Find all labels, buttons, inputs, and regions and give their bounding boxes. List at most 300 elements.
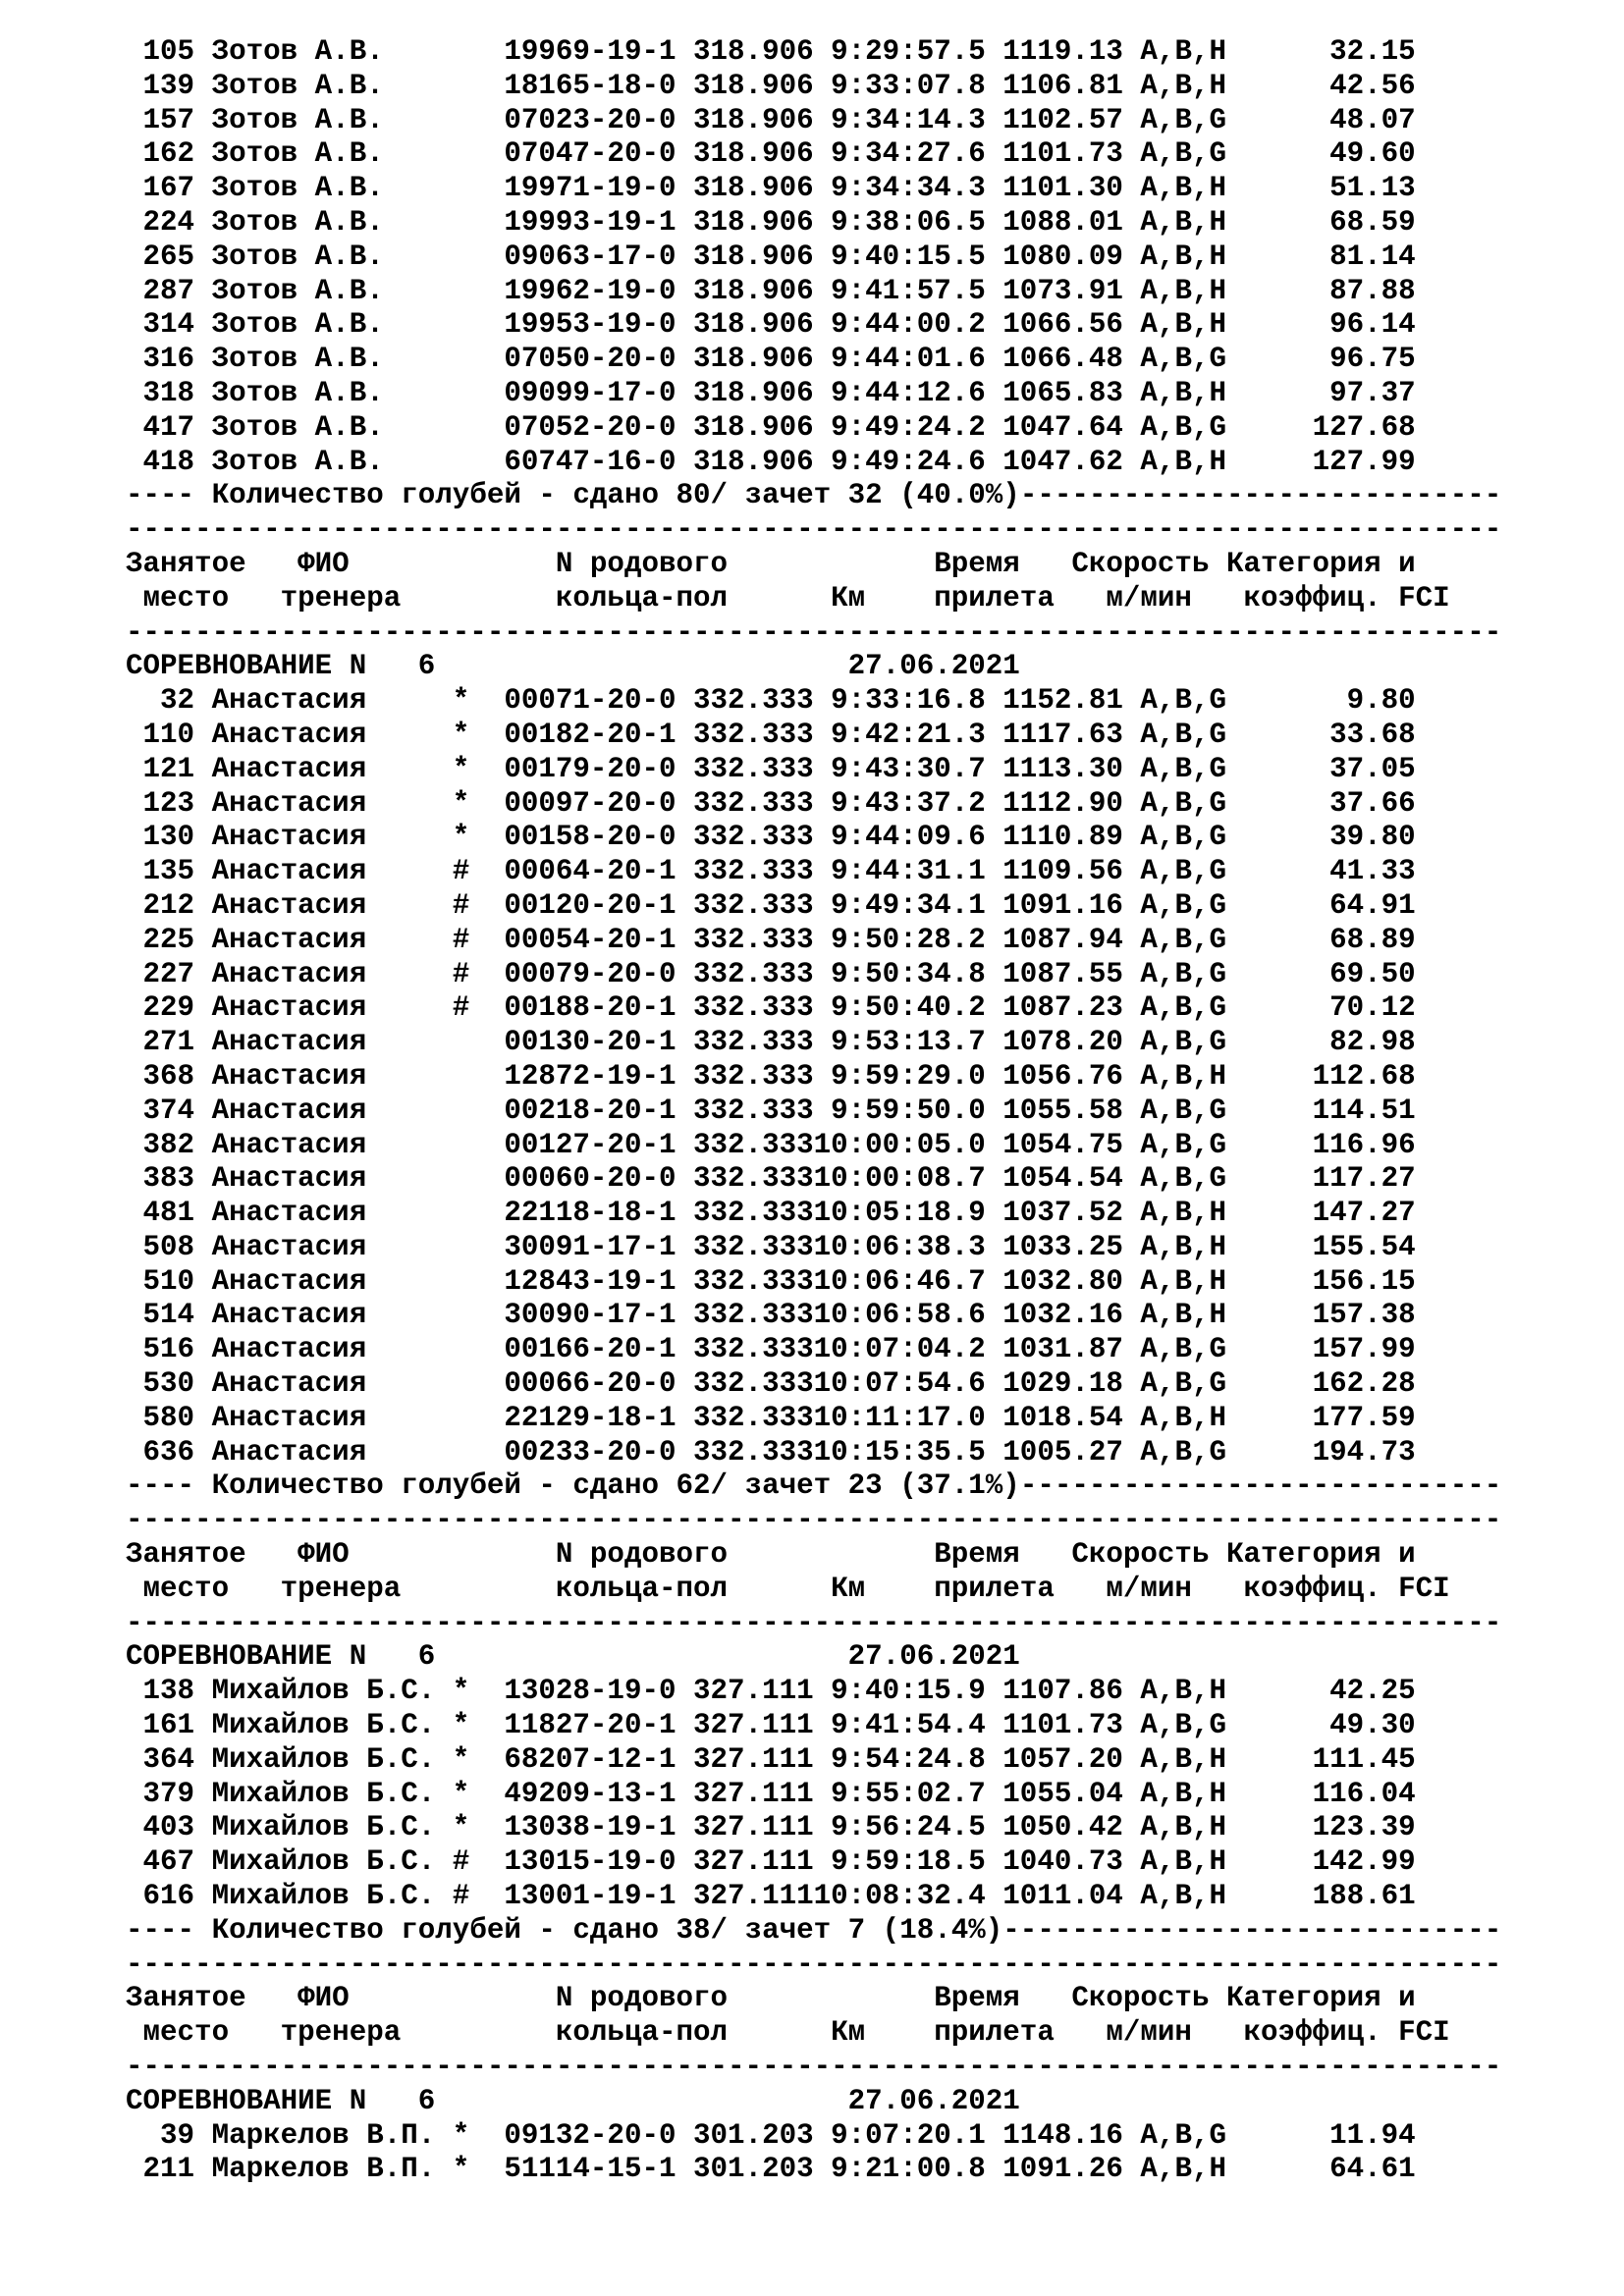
ring-number: 60747-16-0 bbox=[504, 445, 677, 478]
mark-value: * bbox=[452, 1742, 470, 1776]
trainer-name: Анастасия bbox=[211, 1333, 436, 1366]
place-value: 403 bbox=[126, 1811, 195, 1844]
place-value: 383 bbox=[126, 1162, 195, 1196]
arrival-time: 9:54:24.8 bbox=[813, 1742, 986, 1776]
category-value: A,B,G bbox=[1140, 1709, 1226, 1742]
ring-number: 30091-17-1 bbox=[504, 1230, 677, 1263]
category-value: A,B,H bbox=[1140, 69, 1226, 102]
separator-line: -------------------------------------------------------------------------------- bbox=[126, 1504, 1502, 1537]
distance-km: 332.333 bbox=[693, 1128, 814, 1161]
speed-value: 1102.57 bbox=[1002, 103, 1123, 136]
category-value: A,B,G bbox=[1140, 821, 1226, 854]
fci-value: 96.14 bbox=[1226, 308, 1416, 342]
column-header-line1: Занятое ФИО N родового Время Скорость Категория и bbox=[126, 1538, 1416, 1572]
trainer-name: Зотов А.В. bbox=[211, 445, 436, 478]
category-value: A,B,H bbox=[1140, 2153, 1226, 2186]
arrival-time: 10:05:18.9 bbox=[813, 1197, 986, 1230]
fci-value: 127.99 bbox=[1226, 445, 1416, 478]
trainer-name: Зотов А.В. bbox=[211, 376, 436, 409]
place-value: 135 bbox=[126, 855, 195, 888]
speed-value: 1011.04 bbox=[1002, 1880, 1123, 1913]
competition-line bbox=[126, 650, 1598, 684]
ring-number: 19971-19-0 bbox=[504, 172, 677, 205]
fci-value: 82.98 bbox=[1226, 1026, 1416, 1059]
ring-number: 00120-20-1 bbox=[504, 888, 677, 922]
trainer-name: Михайлов Б.С. bbox=[211, 1742, 436, 1776]
mark-value: * bbox=[452, 1811, 470, 1844]
table-row bbox=[126, 1299, 1598, 1333]
ring-number: 09063-17-0 bbox=[504, 240, 677, 273]
place-value: 162 bbox=[126, 137, 195, 171]
mark-value: # bbox=[452, 991, 470, 1025]
ring-number: 51114-15-1 bbox=[504, 2153, 677, 2186]
fci-value: 70.12 bbox=[1226, 991, 1416, 1025]
competition-title: СОРЕВНОВАНИЕ N 6 bbox=[126, 2084, 848, 2117]
ring-number: 07047-20-0 bbox=[504, 137, 677, 171]
distance-km: 318.906 bbox=[693, 308, 814, 342]
arrival-time: 10:08:32.4 bbox=[813, 1880, 986, 1913]
category-value: A,B,G bbox=[1140, 2118, 1226, 2152]
speed-value: 1066.48 bbox=[1002, 343, 1123, 376]
fci-value: 68.59 bbox=[1226, 205, 1416, 239]
trainer-name: Анастасия bbox=[211, 888, 436, 922]
distance-km: 327.111 bbox=[693, 1709, 814, 1742]
distance-km: 332.333 bbox=[693, 1162, 814, 1196]
speed-value: 1117.63 bbox=[1002, 718, 1123, 751]
distance-km: 327.111 bbox=[693, 1880, 814, 1913]
speed-value: 1106.81 bbox=[1002, 69, 1123, 102]
mark-value bbox=[453, 240, 470, 273]
ring-number: 00097-20-0 bbox=[504, 786, 677, 820]
speed-value: 1109.56 bbox=[1002, 855, 1123, 888]
distance-km: 332.333 bbox=[693, 1059, 814, 1093]
mark-value bbox=[453, 1231, 470, 1263]
mark-value bbox=[453, 1129, 470, 1161]
fci-value: 64.91 bbox=[1226, 888, 1416, 922]
category-value: A,B,G bbox=[1140, 1367, 1226, 1401]
distance-km: 332.333 bbox=[693, 923, 814, 956]
table-row bbox=[126, 1026, 1598, 1060]
table-row bbox=[126, 1129, 1598, 1163]
fci-value: 157.38 bbox=[1226, 1299, 1416, 1332]
speed-value: 1033.25 bbox=[1002, 1230, 1123, 1263]
trainer-name: Анастасия bbox=[211, 684, 436, 718]
table-row bbox=[126, 1402, 1598, 1436]
category-value: A,B,G bbox=[1140, 718, 1226, 751]
mark-value: # bbox=[452, 1880, 470, 1913]
table-row bbox=[126, 446, 1598, 480]
column-header-line2: место тренера кольца-пол Км прилета м/мин коэффиц. FCI bbox=[126, 581, 1450, 614]
category-value: A,B,G bbox=[1140, 1128, 1226, 1161]
column-header-line1: Занятое ФИО N родового Время Скорость Категория и bbox=[126, 1982, 1416, 2015]
distance-km: 332.333 bbox=[693, 957, 814, 990]
arrival-time: 10:06:58.6 bbox=[813, 1299, 986, 1332]
ring-number: 22118-18-1 bbox=[504, 1197, 677, 1230]
speed-value: 1005.27 bbox=[1002, 1435, 1123, 1468]
trainer-name: Зотов А.В. bbox=[211, 69, 436, 102]
speed-value: 1055.58 bbox=[1002, 1094, 1123, 1127]
distance-km: 327.111 bbox=[693, 1777, 814, 1810]
summary-line: ---- Количество голубей - сдано 62/ зачет 23 (37.1%)---------------------------- bbox=[126, 1469, 1502, 1503]
place-value: 318 bbox=[126, 376, 195, 409]
table-row bbox=[126, 991, 1598, 1026]
arrival-time: 9:59:29.0 bbox=[813, 1059, 986, 1093]
ring-number: 07023-20-0 bbox=[504, 103, 677, 136]
distance-km: 318.906 bbox=[693, 205, 814, 239]
table-row bbox=[126, 70, 1598, 104]
distance-km: 332.333 bbox=[693, 1401, 814, 1434]
distance-km: 332.333 bbox=[693, 855, 814, 888]
mark-value: # bbox=[452, 855, 470, 888]
distance-km: 318.906 bbox=[693, 35, 814, 68]
distance-km: 332.333 bbox=[693, 1264, 814, 1298]
distance-km: 318.906 bbox=[693, 137, 814, 171]
trainer-name: Маркелов В.П. bbox=[211, 2153, 436, 2186]
ring-number: 00064-20-1 bbox=[504, 855, 677, 888]
fci-value: 39.80 bbox=[1226, 821, 1416, 854]
fci-value: 68.89 bbox=[1226, 923, 1416, 956]
place-value: 225 bbox=[126, 923, 195, 956]
category-value: A,B,H bbox=[1140, 1742, 1226, 1776]
place-value: 418 bbox=[126, 445, 195, 478]
mark-value: * bbox=[452, 821, 470, 854]
place-value: 224 bbox=[126, 205, 195, 239]
table-row bbox=[126, 1231, 1598, 1265]
speed-value: 1054.54 bbox=[1002, 1162, 1123, 1196]
category-value: A,B,G bbox=[1140, 991, 1226, 1025]
ring-number: 00158-20-0 bbox=[504, 821, 677, 854]
arrival-time: 10:06:46.7 bbox=[813, 1264, 986, 1298]
fci-value: 81.14 bbox=[1226, 240, 1416, 273]
speed-value: 1054.75 bbox=[1002, 1128, 1123, 1161]
arrival-time: 9:44:09.6 bbox=[813, 821, 986, 854]
place-value: 271 bbox=[126, 1026, 195, 1059]
fci-value: 97.37 bbox=[1226, 376, 1416, 409]
trainer-name: Анастасия bbox=[211, 923, 436, 956]
trainer-name: Зотов А.В. bbox=[211, 137, 436, 171]
place-value: 636 bbox=[126, 1435, 195, 1468]
trainer-name: Михайлов Б.С. bbox=[211, 1845, 436, 1879]
distance-km: 301.203 bbox=[693, 2118, 814, 2152]
arrival-time: 9:50:28.2 bbox=[813, 923, 986, 956]
category-value: A,B,H bbox=[1140, 1880, 1226, 1913]
mark-value: # bbox=[452, 888, 470, 922]
trainer-name: Анастасия bbox=[211, 1059, 436, 1093]
table-row bbox=[126, 1095, 1598, 1129]
place-value: 287 bbox=[126, 274, 195, 307]
arrival-time: 9:34:34.3 bbox=[813, 172, 986, 205]
distance-km: 332.333 bbox=[693, 1026, 814, 1059]
speed-value: 1050.42 bbox=[1002, 1811, 1123, 1844]
category-value: A,B,G bbox=[1140, 923, 1226, 956]
category-value: A,B,G bbox=[1140, 957, 1226, 990]
arrival-time: 9:40:15.9 bbox=[813, 1675, 986, 1708]
mark-value bbox=[453, 377, 470, 409]
competition-date: 27.06.2021 bbox=[847, 2084, 1020, 2117]
table-row bbox=[126, 308, 1598, 343]
table-row bbox=[126, 924, 1598, 958]
trainer-name: Анастасия bbox=[211, 718, 436, 751]
trainer-name: Анастасия bbox=[211, 1128, 436, 1161]
trainer-name: Михайлов Б.С. bbox=[211, 1675, 436, 1708]
summary-text: ---- Количество голубей - сдано 38/ зачет 7 (18.4%) bbox=[126, 1913, 1003, 1947]
summary-line: ---- Количество голубей - сдано 80/ зачет 32 (40.0%)---------------------------- bbox=[126, 479, 1502, 512]
fci-value: 155.54 bbox=[1226, 1230, 1416, 1263]
arrival-time: 9:29:57.5 bbox=[813, 35, 986, 68]
category-value: A,B,H bbox=[1140, 1777, 1226, 1810]
mark-value bbox=[453, 35, 470, 68]
arrival-time: 9:38:06.5 bbox=[813, 205, 986, 239]
category-value: A,B,G bbox=[1140, 1162, 1226, 1196]
place-value: 368 bbox=[126, 1059, 195, 1093]
arrival-time: 10:00:05.0 bbox=[813, 1128, 986, 1161]
category-value: A,B,H bbox=[1140, 1845, 1226, 1879]
category-value: A,B,H bbox=[1140, 1811, 1226, 1844]
mark-value: * bbox=[452, 1675, 470, 1708]
speed-value: 1119.13 bbox=[1002, 35, 1123, 68]
ring-number: 13015-19-0 bbox=[504, 1845, 677, 1879]
ring-number: 00066-20-0 bbox=[504, 1367, 677, 1401]
arrival-time: 9:55:02.7 bbox=[813, 1777, 986, 1810]
place-value: 314 bbox=[126, 308, 195, 342]
category-value: A,B,H bbox=[1140, 1059, 1226, 1093]
speed-value: 1087.55 bbox=[1002, 957, 1123, 990]
category-value: A,B,G bbox=[1140, 410, 1226, 444]
column-header-line2: место тренера кольца-пол Км прилета м/мин коэффиц. FCI bbox=[126, 1572, 1450, 1605]
place-value: 211 bbox=[126, 2153, 195, 2186]
table-row bbox=[126, 137, 1598, 172]
column-header-row bbox=[126, 548, 1598, 582]
ring-number: 11827-20-1 bbox=[504, 1709, 677, 1742]
distance-km: 332.333 bbox=[693, 684, 814, 718]
distance-km: 332.333 bbox=[693, 888, 814, 922]
category-value: A,B,G bbox=[1140, 1094, 1226, 1127]
speed-value: 1110.89 bbox=[1002, 821, 1123, 854]
mark-value: * bbox=[452, 684, 470, 718]
arrival-time: 9:41:54.4 bbox=[813, 1709, 986, 1742]
distance-km: 301.203 bbox=[693, 2153, 814, 2186]
speed-value: 1018.54 bbox=[1002, 1401, 1123, 1434]
ring-number: 00233-20-0 bbox=[504, 1435, 677, 1468]
speed-value: 1032.80 bbox=[1002, 1264, 1123, 1298]
mark-value: * bbox=[452, 1709, 470, 1742]
ring-number: 22129-18-1 bbox=[504, 1401, 677, 1434]
column-header-row bbox=[126, 2016, 1598, 2051]
arrival-time: 9:33:16.8 bbox=[813, 684, 986, 718]
ring-number: 00060-20-0 bbox=[504, 1162, 677, 1196]
mark-value bbox=[453, 137, 470, 170]
trainer-name: Михайлов Б.С. bbox=[211, 1811, 436, 1844]
distance-km: 318.906 bbox=[693, 240, 814, 273]
arrival-time: 9:40:15.5 bbox=[813, 240, 986, 273]
category-value: A,B,H bbox=[1140, 1230, 1226, 1263]
table-row bbox=[126, 1197, 1598, 1231]
distance-km: 332.333 bbox=[693, 718, 814, 751]
ring-number: 00182-20-1 bbox=[504, 718, 677, 751]
distance-km: 327.111 bbox=[693, 1742, 814, 1776]
arrival-time: 9:50:40.2 bbox=[813, 991, 986, 1025]
place-value: 316 bbox=[126, 343, 195, 376]
mark-value: * bbox=[452, 752, 470, 785]
speed-value: 1091.26 bbox=[1002, 2153, 1123, 2186]
speed-value: 1113.30 bbox=[1002, 752, 1123, 785]
ring-number: 19969-19-1 bbox=[504, 35, 677, 68]
category-value: A,B,H bbox=[1140, 274, 1226, 307]
table-row bbox=[126, 2119, 1598, 2154]
trainer-name: Зотов А.В. bbox=[211, 240, 436, 273]
column-header-line2: место тренера кольца-пол Км прилета м/мин коэффиц. FCI bbox=[126, 2016, 1450, 2050]
place-value: 39 bbox=[126, 2118, 195, 2152]
competition-line bbox=[126, 1640, 1598, 1675]
ring-number: 00218-20-1 bbox=[504, 1094, 677, 1127]
separator-line: -------------------------------------------------------------------------------- bbox=[126, 1948, 1502, 1981]
arrival-time: 9:43:30.7 bbox=[813, 752, 986, 785]
speed-value: 1091.16 bbox=[1002, 888, 1123, 922]
fci-value: 123.39 bbox=[1226, 1811, 1416, 1844]
arrival-time: 10:07:04.2 bbox=[813, 1333, 986, 1366]
fci-value: 37.66 bbox=[1226, 786, 1416, 820]
place-value: 417 bbox=[126, 410, 195, 444]
place-value: 514 bbox=[126, 1299, 195, 1332]
ring-number: 49209-13-1 bbox=[504, 1777, 677, 1810]
table-row bbox=[126, 1709, 1598, 1743]
competition-title: СОРЕВНОВАНИЕ N 6 bbox=[126, 1640, 848, 1674]
mark-value bbox=[453, 1367, 470, 1400]
fci-value: 64.61 bbox=[1226, 2153, 1416, 2186]
ring-number: 13038-19-1 bbox=[504, 1811, 677, 1844]
table-row bbox=[126, 104, 1598, 138]
category-value: A,B,G bbox=[1140, 137, 1226, 171]
fci-value: 41.33 bbox=[1226, 855, 1416, 888]
place-value: 374 bbox=[126, 1094, 195, 1127]
table-row bbox=[126, 958, 1598, 992]
column-header-row bbox=[126, 1982, 1598, 2016]
fci-value: 51.13 bbox=[1226, 172, 1416, 205]
speed-value: 1066.56 bbox=[1002, 308, 1123, 342]
distance-km: 318.906 bbox=[693, 445, 814, 478]
arrival-time: 9:44:01.6 bbox=[813, 343, 986, 376]
arrival-time: 9:49:34.1 bbox=[813, 888, 986, 922]
arrival-time: 9:44:31.1 bbox=[813, 855, 986, 888]
arrival-time: 9:21:00.8 bbox=[813, 2153, 986, 2186]
place-value: 110 bbox=[126, 718, 195, 751]
speed-value: 1078.20 bbox=[1002, 1026, 1123, 1059]
arrival-time: 10:06:38.3 bbox=[813, 1230, 986, 1263]
speed-value: 1032.16 bbox=[1002, 1299, 1123, 1332]
competition-title: СОРЕВНОВАНИЕ N 6 bbox=[126, 650, 848, 683]
speed-value: 1040.73 bbox=[1002, 1845, 1123, 1879]
arrival-time: 9:34:27.6 bbox=[813, 137, 986, 171]
arrival-time: 9:49:24.6 bbox=[813, 445, 986, 478]
speed-value: 1080.09 bbox=[1002, 240, 1123, 273]
ring-number: 12872-19-1 bbox=[504, 1059, 677, 1093]
table-row bbox=[126, 787, 1598, 822]
table-row bbox=[126, 1265, 1598, 1300]
table-row bbox=[126, 889, 1598, 924]
mark-value: # bbox=[452, 1845, 470, 1879]
category-value: A,B,G bbox=[1140, 855, 1226, 888]
speed-value: 1088.01 bbox=[1002, 205, 1123, 239]
category-value: A,B,G bbox=[1140, 1333, 1226, 1366]
place-value: 167 bbox=[126, 172, 195, 205]
fci-value: 33.68 bbox=[1226, 718, 1416, 751]
ring-number: 00079-20-0 bbox=[504, 957, 677, 990]
table-row bbox=[126, 2153, 1598, 2187]
trainer-name: Зотов А.В. bbox=[211, 103, 436, 136]
distance-km: 318.906 bbox=[693, 172, 814, 205]
category-value: A,B,H bbox=[1140, 35, 1226, 68]
place-value: 467 bbox=[126, 1845, 195, 1879]
fci-value: 157.99 bbox=[1226, 1333, 1416, 1366]
arrival-time: 9:42:21.3 bbox=[813, 718, 986, 751]
category-value: A,B,G bbox=[1140, 752, 1226, 785]
place-value: 516 bbox=[126, 1333, 195, 1366]
speed-value: 1065.83 bbox=[1002, 376, 1123, 409]
ring-number: 09132-20-0 bbox=[504, 2118, 677, 2152]
place-value: 616 bbox=[126, 1880, 195, 1913]
distance-km: 327.111 bbox=[693, 1811, 814, 1844]
ring-number: 19962-19-0 bbox=[504, 274, 677, 307]
competition-line bbox=[126, 2085, 1598, 2119]
arrival-time: 10:00:08.7 bbox=[813, 1162, 986, 1196]
table-row bbox=[126, 240, 1598, 275]
place-value: 364 bbox=[126, 1742, 195, 1776]
mark-value bbox=[453, 206, 470, 239]
trainer-name: Зотов А.В. bbox=[211, 274, 436, 307]
trainer-name: Михайлов Б.С. bbox=[211, 1777, 436, 1810]
table-row bbox=[126, 1778, 1598, 1812]
mark-value bbox=[453, 446, 470, 478]
fci-value: 116.04 bbox=[1226, 1777, 1416, 1810]
column-header-row bbox=[126, 1538, 1598, 1573]
column-header-line1: Занятое ФИО N родового Время Скорость Категория и bbox=[126, 547, 1416, 580]
fci-value: 69.50 bbox=[1226, 957, 1416, 990]
fci-value: 42.25 bbox=[1226, 1675, 1416, 1708]
category-value: A,B,G bbox=[1140, 786, 1226, 820]
place-value: 510 bbox=[126, 1264, 195, 1298]
mark-value bbox=[453, 1162, 470, 1195]
distance-km: 318.906 bbox=[693, 410, 814, 444]
category-value: A,B,H bbox=[1140, 240, 1226, 273]
table-row bbox=[126, 1811, 1598, 1845]
fci-value: 9.80 bbox=[1226, 684, 1416, 718]
fci-value: 48.07 bbox=[1226, 103, 1416, 136]
distance-km: 318.906 bbox=[693, 103, 814, 136]
distance-km: 318.906 bbox=[693, 69, 814, 102]
fci-value: 32.15 bbox=[1226, 35, 1416, 68]
arrival-time: 9:59:50.0 bbox=[813, 1094, 986, 1127]
ring-number: 09099-17-0 bbox=[504, 376, 677, 409]
column-header-row bbox=[126, 1573, 1598, 1607]
mark-value bbox=[453, 1197, 470, 1229]
place-value: 227 bbox=[126, 957, 195, 990]
table-row bbox=[126, 275, 1598, 309]
competition-date: 27.06.2021 bbox=[847, 650, 1020, 683]
results-document bbox=[126, 35, 1598, 2273]
speed-value: 1055.04 bbox=[1002, 1777, 1123, 1810]
table-row bbox=[126, 1436, 1598, 1470]
distance-km: 332.333 bbox=[693, 752, 814, 785]
mark-value bbox=[453, 1299, 470, 1331]
distance-km: 332.333 bbox=[693, 786, 814, 820]
table-row bbox=[126, 1060, 1598, 1095]
ring-number: 19953-19-0 bbox=[504, 308, 677, 342]
trainer-name: Зотов А.В. bbox=[211, 343, 436, 376]
ring-number: 12843-19-1 bbox=[504, 1264, 677, 1298]
trainer-name: Зотов А.В. bbox=[211, 35, 436, 68]
place-value: 139 bbox=[126, 69, 195, 102]
fci-value: 49.30 bbox=[1226, 1709, 1416, 1742]
